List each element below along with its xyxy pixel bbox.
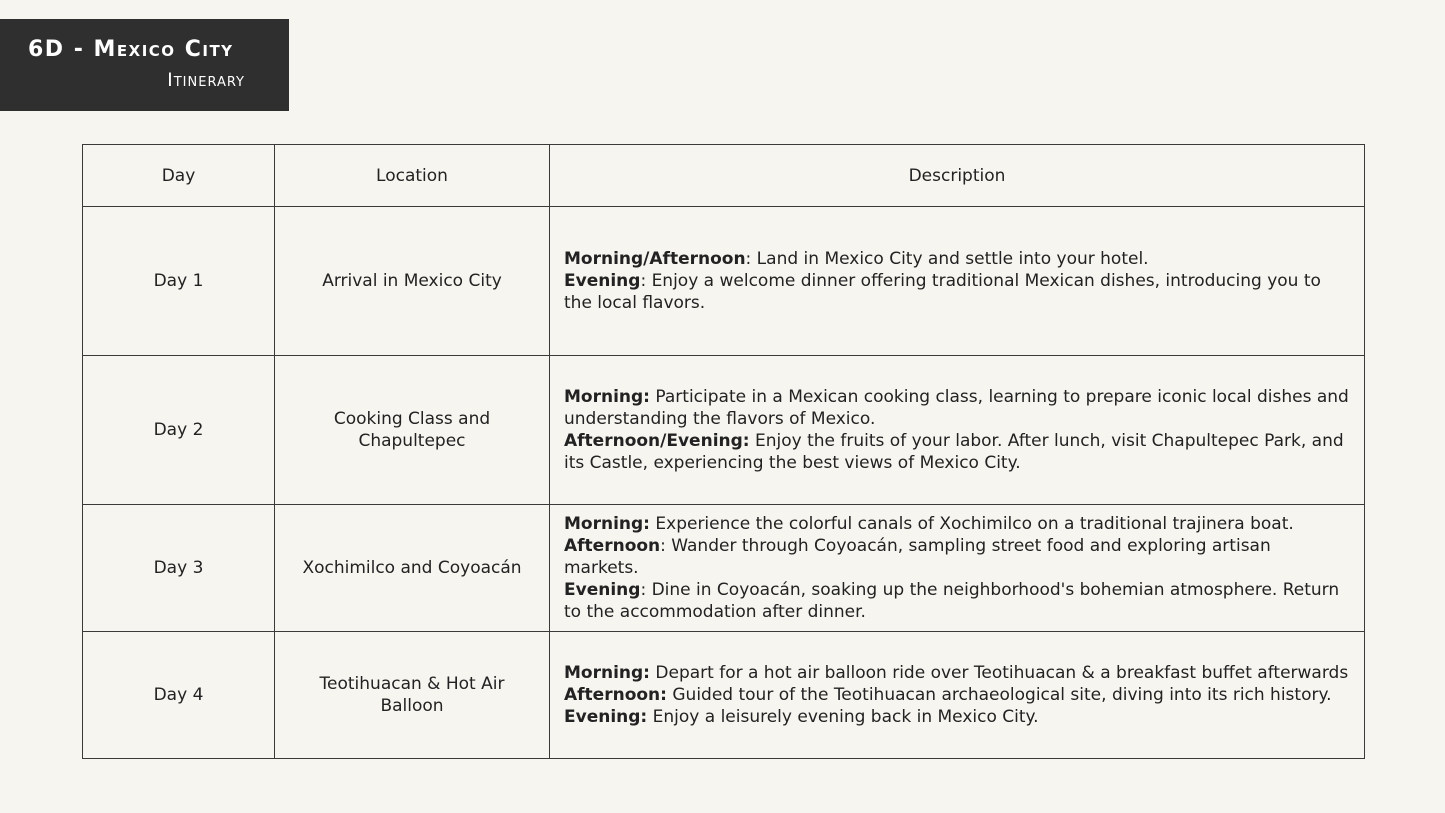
location-cell: Teotihuacan & Hot Air Balloon bbox=[275, 632, 550, 759]
page-subtitle: Itinerary bbox=[167, 69, 245, 91]
description-line bbox=[564, 535, 1350, 579]
activity-text: Participate in a Mexican cooking class, learning to prepare iconic local dishes and understanding the flavors of Mexico. bbox=[564, 387, 1349, 429]
itinerary-table bbox=[82, 144, 1365, 759]
location-cell: Xochimilco and Coyoacán bbox=[275, 505, 550, 632]
description-line bbox=[564, 706, 1350, 728]
time-label: Evening: bbox=[564, 707, 648, 727]
description-line bbox=[564, 430, 1350, 474]
time-label: Afternoon bbox=[564, 536, 661, 556]
time-label: Afternoon/Evening: bbox=[564, 431, 750, 451]
table-row bbox=[83, 632, 1365, 759]
time-label: Morning: bbox=[564, 387, 650, 407]
table-header-row bbox=[83, 145, 1365, 207]
day-cell: Day 2 bbox=[83, 356, 275, 505]
header-day: Day bbox=[83, 145, 275, 207]
activity-text: Enjoy the fruits of your labor. After lunch, visit Chapultepec Park, and its Castle, experiencing the best views of Mexico City. bbox=[564, 431, 1344, 473]
description-line bbox=[564, 513, 1350, 535]
activity-text: : Enjoy a welcome dinner offering traditional Mexican dishes, introducing you to the local flavors. bbox=[564, 271, 1321, 313]
table-row bbox=[83, 505, 1365, 632]
activity-text: Guided tour of the Teotihuacan archaeological site, diving into its rich history. bbox=[666, 685, 1332, 705]
description-line bbox=[564, 684, 1350, 706]
table-row bbox=[83, 207, 1365, 356]
time-label: Morning: bbox=[564, 663, 650, 683]
day-cell: Day 1 bbox=[83, 207, 275, 356]
description-cell bbox=[550, 505, 1365, 632]
description-line bbox=[564, 662, 1350, 684]
time-label: Morning/Afternoon bbox=[564, 249, 746, 269]
location-cell: Cooking Class and Chapultepec bbox=[275, 356, 550, 505]
description-cell bbox=[550, 632, 1365, 759]
time-label: Evening bbox=[564, 271, 641, 291]
page-title: 6D - Mexico City bbox=[28, 37, 234, 62]
description-line bbox=[564, 579, 1350, 623]
day-cell: Day 3 bbox=[83, 505, 275, 632]
activity-text: : Wander through Coyoacán, sampling street food and exploring artisan markets. bbox=[564, 536, 1271, 578]
description-line bbox=[564, 248, 1350, 270]
activity-text: Depart for a hot air balloon ride over Teotihuacan & a breakfast buffet afterwards bbox=[649, 663, 1349, 683]
time-label: Evening bbox=[564, 580, 641, 600]
header-description: Description bbox=[550, 145, 1365, 207]
description-cell bbox=[550, 207, 1365, 356]
description-line bbox=[564, 270, 1350, 314]
title-block bbox=[0, 19, 289, 111]
activity-text: Experience the colorful canals of Xochimilco on a traditional trajinera boat. bbox=[649, 514, 1294, 534]
description-cell bbox=[550, 356, 1365, 505]
activity-text: : Dine in Coyoacán, soaking up the neighborhood's bohemian atmosphere. Return to the accommodation after dinner. bbox=[564, 580, 1340, 622]
table-row bbox=[83, 356, 1365, 505]
activity-text: Enjoy a leisurely evening back in Mexico City. bbox=[647, 707, 1039, 727]
day-cell: Day 4 bbox=[83, 632, 275, 759]
time-label: Morning: bbox=[564, 514, 650, 534]
location-cell: Arrival in Mexico City bbox=[275, 207, 550, 356]
description-line bbox=[564, 386, 1350, 430]
time-label: Afternoon: bbox=[564, 685, 667, 705]
activity-text: : Land in Mexico City and settle into your hotel. bbox=[745, 249, 1149, 269]
header-location: Location bbox=[275, 145, 550, 207]
